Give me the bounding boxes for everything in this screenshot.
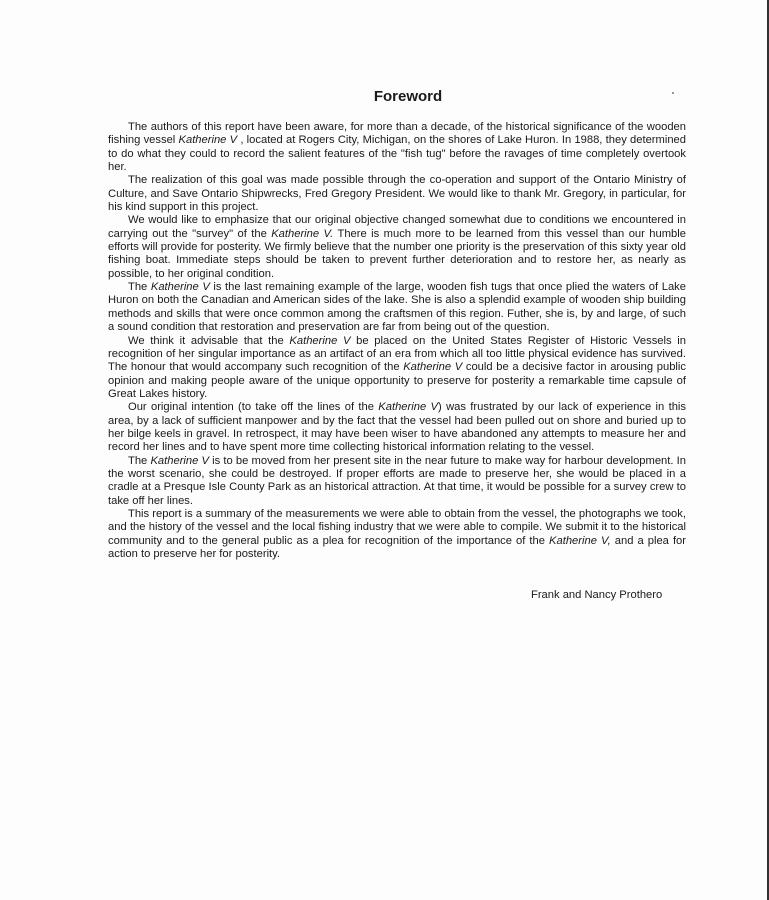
paragraph-5: We think it advisable that the Katherine V be placed on the United States Register of Historic Vessels in recognition of her singular importance as an artifact of an era from which all too little physical evidence has survived. The honour that would accompany such recognition of the Katherine V could be a decisive factor in arousing public opinion and making people aware of the unique opportunity to preserve for posterity a remarkable time capsule of Great Lakes history. bbox=[108, 334, 686, 400]
paragraph-1: The authors of this report have been aware, for more than a decade, of the historical significance of the wooden fishing vessel Katherine V , located at Rogers City, Michigan, on the shores of Lake Huron. In 1988, they determined to do what they could to record the salient features of the "fish tug" before the ravages of time completely overtook her. bbox=[108, 121, 686, 174]
paragraph-8: This report is a summary of the measurements we were able to obtain from the vessel, the photographs we took, and the history of the vessel and the local fishing industry that we were able to compile. We submit it to the historical community and to the general public as a plea for recognition of the importance of the Katherine V, and a plea for action to preserve her for posterity. bbox=[108, 507, 687, 560]
paragraph-4: The Katherine V is the last remaining example of the large, wooden fish tugs that once plied the waters of Lake Huron on both the Canadian and American sides of the lake. She is also a splendid example of wooden ship building methods and skills that were once common among the craftsmen of this region. Futher, she is, by and large, of such a sound condition that restoration and preservation are far from being out of the question. bbox=[108, 281, 686, 334]
paragraph-2: The realization of this goal was made possible through the co-operation and support of the Ontario Ministry of Culture, and Save Ontario Shipwrecks, Fred Gregory President. We would like to thank Mr. Gregory, in particular, for his kind support in this project. bbox=[108, 174, 686, 214]
vessel-name: Katherine V bbox=[378, 401, 438, 414]
paragraph-3: We would like to emphasize that our original objective changed somewhat due to conditions we encountered in carrying out the "survey" of the Katherine V. There is much more to be learned from this vessel than our humble efforts will provide for posterity. We firmly believe that the number one priority is the preservation of this sixty year old fishing boat. Immediate steps should be taken to prevent further deterioration and to restore her, as nearly as possible, to her original condition. bbox=[108, 214, 686, 280]
scan-speck bbox=[672, 92, 674, 94]
vessel-name: Katherine V bbox=[403, 361, 463, 374]
page-title: Foreword bbox=[373, 88, 443, 105]
vessel-name: Katherine V bbox=[178, 134, 238, 147]
vessel-name: Katherine V bbox=[150, 454, 209, 467]
paragraph-6: Our original intention (to take off the lines of the Katherine V) was frustrated by our lack of experience in this area, by a lack of sufficient manpower and by the fact that the vessel had been pulled out on shore and buried up to her bilge keels in gravel. In retrospect, it may have been wiser to have abandoned any attempts to measure her and record her lines and to have spent more time collecting historical information relating to the vessel. bbox=[108, 401, 686, 454]
vessel-name: Katherine V bbox=[289, 334, 351, 347]
vessel-name: Katherine V, bbox=[549, 534, 611, 547]
vessel-name: Katherine V bbox=[150, 281, 210, 294]
vessel-name: Katherine V. bbox=[271, 227, 334, 240]
foreword-body bbox=[108, 121, 686, 561]
paragraph-7: The Katherine V is to be moved from her present site in the near future to make way for harbour development. In the worst scenario, she could be destroyed. If proper efforts are made to preserve her, she would be placed in a cradle at a Presque Isle County Park as an historical attraction. At that time, it would be possible for a survey crew to take off her lines. bbox=[108, 454, 687, 507]
author-signature: Frank and Nancy Prothero bbox=[531, 589, 663, 601]
